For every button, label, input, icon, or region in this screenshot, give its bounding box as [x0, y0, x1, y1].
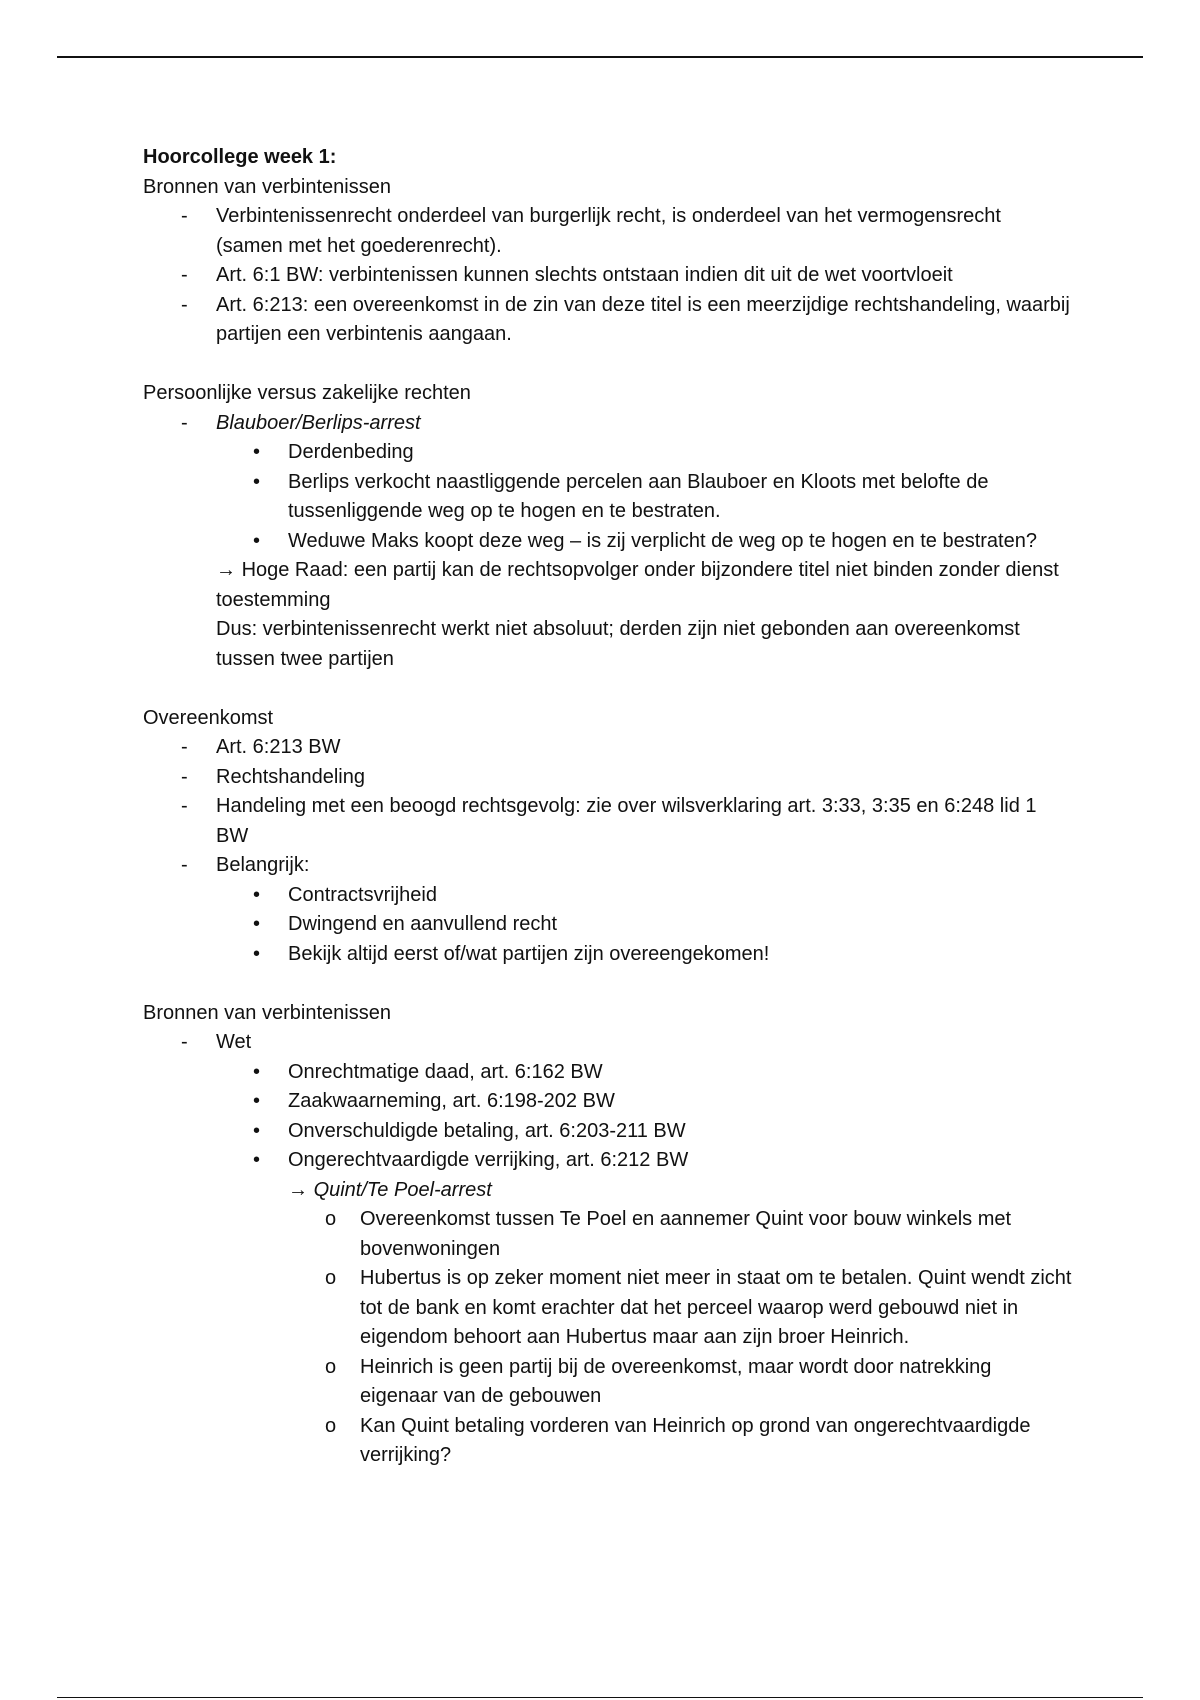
dash-marker: - — [181, 411, 188, 434]
case-name: Blauboer/Berlips-arrest — [216, 411, 421, 434]
bullet-marker: • — [253, 1119, 261, 1142]
conclusion-paragraph: Dus: verbintenissenrecht werkt niet absoluut; derden zijn niet gebonden aan overeenkomst tussen twee partijen — [216, 618, 1020, 670]
list-item: • Dwingend en aanvullend recht — [143, 910, 1073, 940]
document-body — [143, 143, 1073, 1471]
bullet-marker: • — [253, 913, 261, 935]
bullet-marker: • — [253, 942, 261, 965]
list-item: • Onrechtmatige daad, art. 6:162 BW — [143, 1058, 1073, 1088]
bullet-marker: • — [253, 883, 261, 906]
dash-marker: - — [181, 1031, 188, 1053]
list-item: • Ongerechtvaardigde verrijking, art. 6:212 BW — [143, 1146, 1073, 1176]
bullet-marker: • — [253, 1149, 261, 1171]
list-item: - Verbintenissenrecht onderdeel van burgerlijk recht, is onderdeel van het vermogensrecht (samen met het goederenrecht). — [143, 202, 1073, 261]
page-heading: Hoorcollege week 1: — [143, 146, 337, 168]
list-item: • Contractsvrijheid — [143, 881, 1073, 911]
circle-marker: o — [325, 1355, 337, 1378]
dash-marker: - — [181, 264, 188, 286]
bullet-marker: • — [253, 470, 261, 493]
section-title-bronnen: Bronnen van verbintenissen — [143, 175, 391, 198]
list-item: o Kan Quint betaling vorderen van Heinrich op grond van ongerechtvaardigde verrijking? — [143, 1412, 1073, 1471]
bullet-marker: • — [253, 529, 261, 552]
footer-rule — [57, 1697, 1143, 1698]
dash-marker: - — [181, 854, 188, 876]
section-title-overeenkomst: Overeenkomst — [143, 706, 274, 729]
case-reference — [143, 1176, 1073, 1206]
arrow-icon: → — [216, 559, 236, 581]
list-item: • Onverschuldigde betaling, art. 6:203-211 BW — [143, 1117, 1073, 1147]
list-item: o Overeenkomst tussen Te Poel en aannemer Quint voor bouw winkels met bovenwoningen — [143, 1205, 1073, 1264]
dash-marker: - — [181, 205, 188, 227]
header-rule — [57, 56, 1143, 58]
list-item: - Art. 6:1 BW: verbintenissen kunnen slechts ontstaan indien dit uit de wet voortvloeit — [143, 261, 1073, 291]
list-item: - Rechtshandeling — [143, 763, 1073, 793]
dash-marker: - — [181, 765, 188, 788]
dash-marker: - — [181, 293, 188, 316]
section-title-bronnen-2: Bronnen van verbintenissen — [143, 1001, 391, 1024]
dash-marker: - — [181, 795, 188, 817]
list-item: • Derdenbeding — [143, 438, 1073, 468]
list-item: • Weduwe Maks koopt deze weg – is zij verplicht de weg op te hogen en te bestraten? — [143, 527, 1073, 557]
case-name: Quint/Te Poel-arrest — [313, 1178, 492, 1201]
ruling-paragraph: → Hoge Raad: een partij kan de rechtsopvolger onder bijzondere titel niet binden zonder dienst toestemming — [216, 559, 1059, 611]
bullet-marker: • — [253, 1090, 261, 1112]
list-item: - Art. 6:213 BW — [143, 733, 1073, 763]
dash-marker: - — [181, 736, 188, 758]
list-item: - Handeling met een beoogd rechtsgevolg: zie over wilsverklaring art. 3:33, 3:35 en 6:248 lid 1 BW — [143, 792, 1073, 851]
list-item: • Zaakwaarneming, art. 6:198-202 BW — [143, 1087, 1073, 1117]
bullet-marker: • — [253, 441, 261, 463]
list-item: - Belangrijk: — [143, 851, 1073, 881]
circle-marker: o — [325, 1267, 337, 1289]
list-item: • Bekijk altijd eerst of/wat partijen zijn overeengekomen! — [143, 940, 1073, 970]
circle-marker: o — [325, 1208, 337, 1230]
list-item: o Heinrich is geen partij bij de overeenkomst, maar wordt door natrekking eigenaar van de gebouwen — [143, 1353, 1073, 1412]
circle-marker: o — [325, 1414, 337, 1437]
list-item: - Art. 6:213: een overeenkomst in de zin van deze titel is een meerzijdige rechtshandeling, waarbij partijen een verbintenis aangaan. — [143, 291, 1073, 350]
bullet-marker: • — [253, 1060, 261, 1083]
list-item: o Hubertus is op zeker moment niet meer in staat om te betalen. Quint wendt zicht tot de bank en komt erachter dat het perceel waarop werd gebouwd niet in eigendom behoort aan Hubertus maar aan zijn broer Heinrich. — [143, 1264, 1073, 1353]
list-item — [143, 409, 1073, 439]
list-item: • Berlips verkocht naastliggende percelen aan Blauboer en Kloots met belofte de tussenliggende weg op te hogen en te bestraten. — [143, 468, 1073, 527]
arrow-icon: → — [288, 1178, 308, 1201]
section-title-persoonlijke: Persoonlijke versus zakelijke rechten — [143, 382, 471, 404]
list-item: - Wet — [143, 1028, 1073, 1058]
